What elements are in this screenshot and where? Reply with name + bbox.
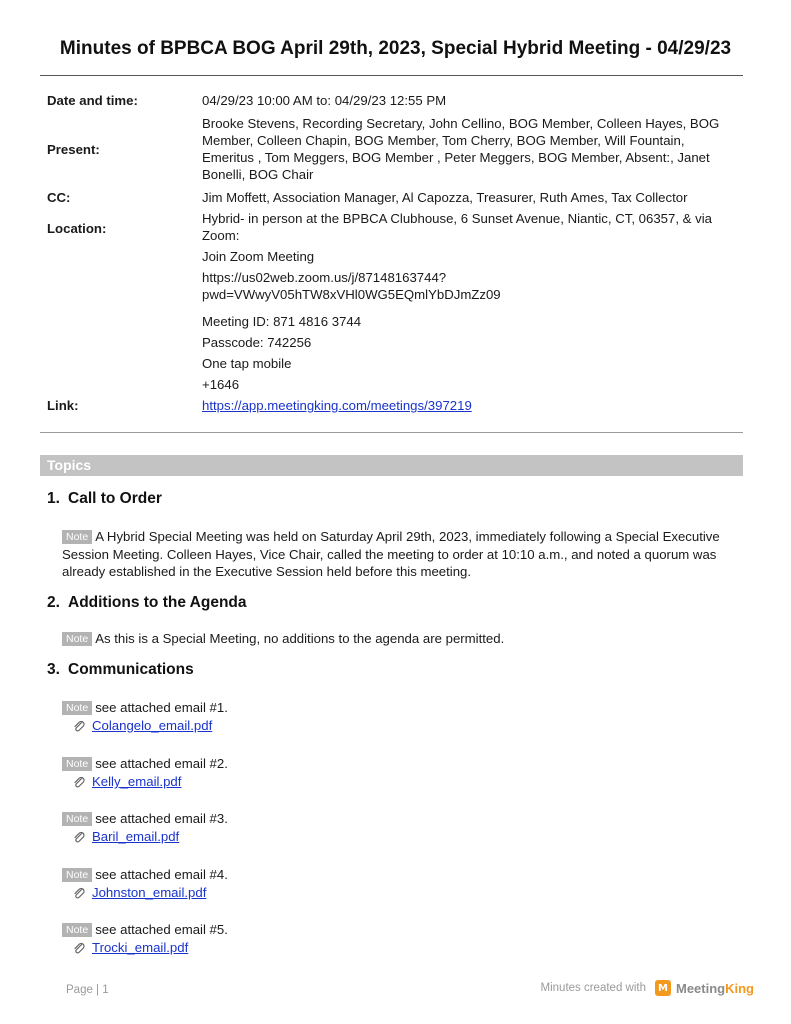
location-line: One tap mobile <box>202 356 292 371</box>
meeting-info <box>47 92 737 414</box>
section-heading <box>47 490 162 508</box>
note-block <box>62 630 742 648</box>
attachment-link[interactable]: Trocki_email.pdf <box>92 940 189 955</box>
attachment <box>72 718 212 733</box>
page-number: Page | 1 <box>66 984 109 996</box>
meeting-link[interactable]: https://app.meetingking.com/meetings/397219 <box>202 398 472 413</box>
header-divider <box>40 75 743 76</box>
attachment <box>72 829 179 844</box>
info-divider <box>40 432 743 433</box>
attachment-link[interactable]: Johnston_email.pdf <box>92 885 207 900</box>
section-number: 2. <box>47 594 60 611</box>
location-row <box>47 210 737 393</box>
note-tag: Note <box>62 632 92 646</box>
cc-value: Jim Moffett, Association Manager, Al Capozza, Treasurer, Ruth Ames, Tax Collector <box>202 190 688 205</box>
note-tag: Note <box>62 923 92 937</box>
present-value: Brooke Stevens, Recording Secretary, John Cellino, BOG Member, Colleen Hayes, BOG Member, Colleen Chapin, BOG Member, Tom Cherry, BOG Member, Will Fountain, Emeritus , Tom Meggers, BOG Member , Peter Meggers, BOG Member, Absent:, Janet Bonelli, BOG Chair <box>202 116 720 182</box>
date-value: 04/29/23 10:00 AM to: 04/29/23 12:55 PM <box>202 93 447 108</box>
attachment-link[interactable]: Baril_email.pdf <box>92 829 180 844</box>
link-row <box>47 397 737 414</box>
location-value <box>202 210 737 393</box>
section-number: 1. <box>47 490 60 507</box>
paperclip-icon <box>72 775 86 789</box>
attachment <box>72 774 181 789</box>
paperclip-icon <box>72 830 86 844</box>
section-title: Call to Order <box>68 490 162 507</box>
note-tag: Note <box>62 812 92 826</box>
note-tag: Note <box>62 701 92 715</box>
attachment-link[interactable]: Colangelo_email.pdf <box>92 718 213 733</box>
attachment-link[interactable]: Kelly_email.pdf <box>92 774 182 789</box>
paperclip-icon <box>72 719 86 733</box>
passcode: Passcode: 742256 <box>202 335 312 350</box>
footer-branding <box>541 980 754 996</box>
brand-part: Meeting <box>675 980 726 996</box>
meetingking-logo-icon: M <box>655 980 671 996</box>
date-row <box>47 92 737 109</box>
note-tag: Note <box>62 868 92 882</box>
attachment <box>72 885 206 900</box>
cc-label: CC: <box>47 190 71 205</box>
note-tag: Note <box>62 530 92 544</box>
zoom-url-line: https://us02web.zoom.us/j/87148163744? <box>202 270 447 285</box>
note-block <box>62 810 742 828</box>
zoom-url-line: pwd=VWwyV05hTW8xVHl0WG5EQmlYbDJmZz09 <box>202 287 501 302</box>
section-heading <box>47 661 194 679</box>
meeting-id: Meeting ID: 871 4816 3744 <box>202 314 362 329</box>
note-block <box>62 866 742 884</box>
present-label: Present: <box>47 141 100 157</box>
attachment <box>72 940 188 955</box>
note-text: see attached email #1. <box>95 700 228 715</box>
section-number: 3. <box>47 661 60 678</box>
document-title: Minutes of BPBCA BOG April 29th, 2023, Special Hybrid Meeting - 04/29/23 <box>59 38 732 59</box>
note-tag: Note <box>62 757 92 771</box>
brand-part: King <box>725 980 754 996</box>
section-title: Communications <box>68 661 194 678</box>
note-text: see attached email #3. <box>95 811 228 826</box>
location-line: +1646 <box>202 377 240 392</box>
cc-row <box>47 189 737 206</box>
note-block <box>62 755 742 773</box>
note-text: As this is a Special Meeting, no additions to the agenda are permitted. <box>95 631 505 646</box>
section-title: Additions to the Agenda <box>68 594 247 611</box>
created-with-text: Minutes created with <box>540 982 646 994</box>
note-text: see attached email #4. <box>95 867 228 882</box>
note-text: see attached email #2. <box>95 756 228 771</box>
note-block <box>62 699 742 717</box>
link-label: Link: <box>47 398 79 413</box>
topics-header: Topics <box>40 455 743 476</box>
section-heading <box>47 594 247 612</box>
date-label: Date and time: <box>47 93 138 108</box>
paperclip-icon <box>72 886 86 900</box>
note-text: A Hybrid Special Meeting was held on Saturday April 29th, 2023, immediately following a Special Executive Session Meeting. Colleen Hayes, Vice Chair, called the meeting to order at 10:10 a.m., and noted a quorum was already established in the Executive Session held before this meeting. <box>62 529 720 579</box>
location-label: Location: <box>47 221 107 236</box>
present-row <box>47 115 737 183</box>
brand-name <box>676 981 754 996</box>
paperclip-icon <box>72 941 86 955</box>
note-block <box>62 528 742 581</box>
note-text: see attached email #5. <box>95 922 228 937</box>
location-line: Join Zoom Meeting <box>202 249 315 264</box>
location-line: Hybrid- in person at the BPBCA Clubhouse, 6 Sunset Avenue, Niantic, CT, 06357, & via Zoom: <box>202 211 712 243</box>
note-block <box>62 921 742 939</box>
